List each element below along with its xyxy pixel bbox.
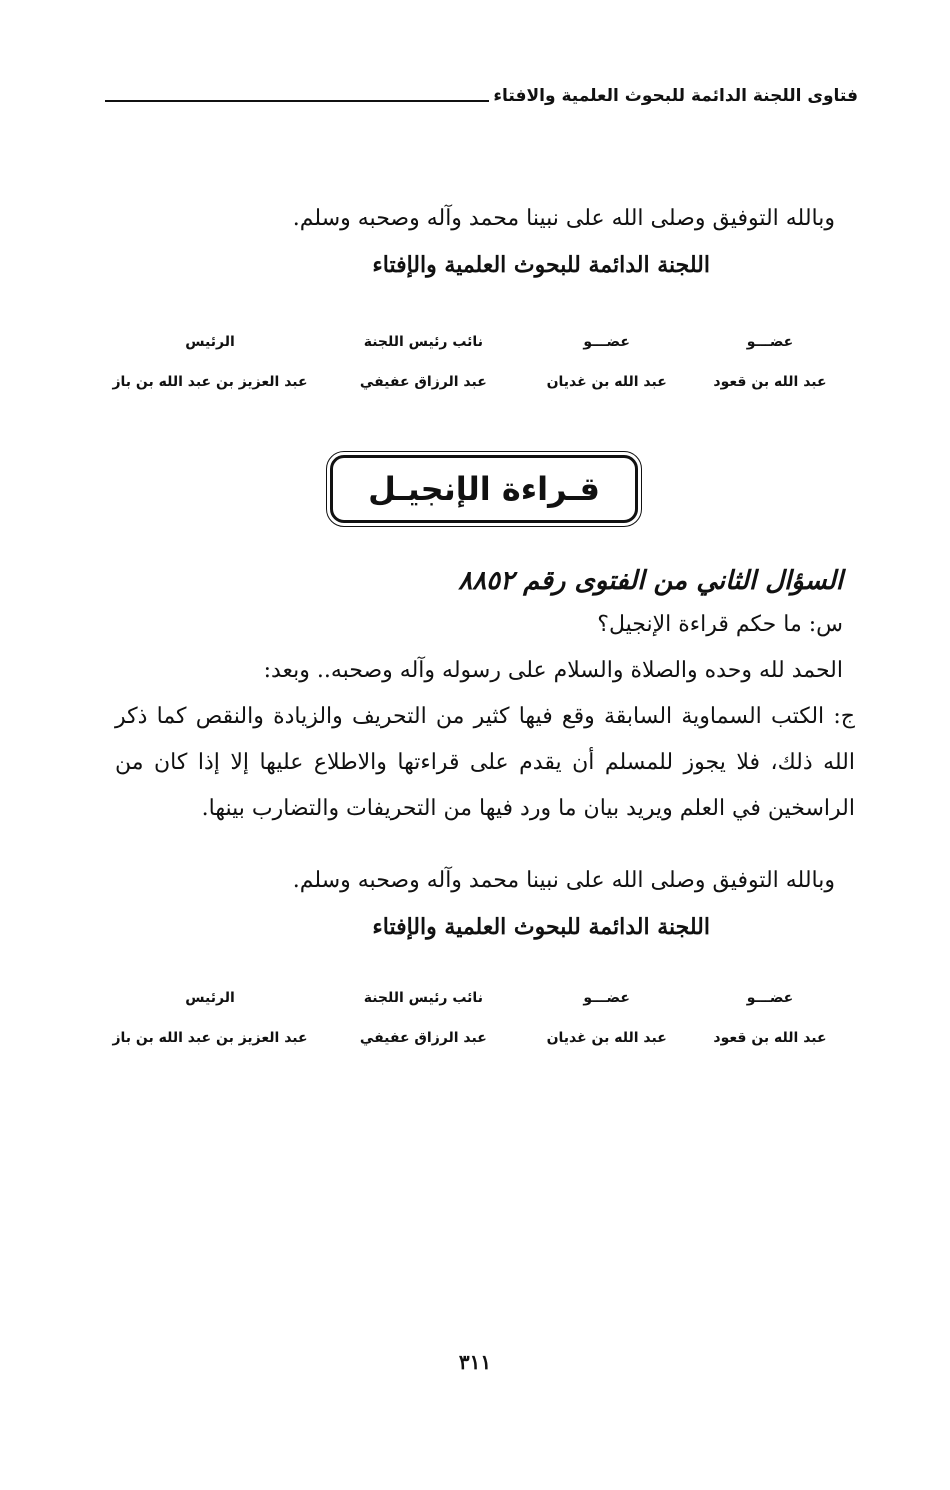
signature-name: عبد العزيز بن عبد الله بن باز xyxy=(112,1030,308,1046)
fatwa-heading: السؤال الثاني من الفتوى رقم ٨٨٥٢ xyxy=(458,566,843,596)
signature-role: الرئيس xyxy=(185,990,235,1006)
signature-name: عبد الله بن غديان xyxy=(546,374,667,390)
signature-role: عضـــو xyxy=(583,990,630,1006)
closing-bottom xyxy=(235,858,835,950)
closing-committee: اللجنة الدائمة للبحوث العلمية والإفتاء xyxy=(372,252,710,278)
signature-vice-chair xyxy=(343,334,503,390)
signature-member-2 xyxy=(537,990,677,1046)
header-rule xyxy=(105,100,489,102)
page-number: ٣١١ xyxy=(458,1350,492,1374)
signature-name: عبد العزيز بن عبد الله بن باز xyxy=(112,374,308,390)
signature-name: عبد الله بن غديان xyxy=(546,1030,667,1046)
signature-chair xyxy=(110,990,310,1046)
signature-block-top xyxy=(110,334,830,390)
signature-role: عضـــو xyxy=(583,334,630,350)
signature-vice-chair xyxy=(343,990,503,1046)
fatwa-praise: الحمد لله وحده والصلاة والسلام على رسوله وآله وصحبه.. وبعد: xyxy=(263,658,843,683)
closing-blessing: وبالله التوفيق وصلى الله على نبينا محمد وآله وصحبه وسلم. xyxy=(292,868,835,893)
fatwa-question: س: ما حكم قراءة الإنجيل؟ xyxy=(597,612,843,637)
section-title: قـراءة الإنجيـل xyxy=(368,470,600,508)
signature-member-1 xyxy=(710,334,830,390)
signature-role: نائب رئيس اللجنة xyxy=(363,334,483,350)
signature-role: نائب رئيس اللجنة xyxy=(363,990,483,1006)
signature-role: عضـــو xyxy=(746,334,794,350)
closing-blessing: وبالله التوفيق وصلى الله على نبينا محمد وآله وصحبه وسلم. xyxy=(292,206,835,231)
signature-role: عضـــو xyxy=(746,990,794,1006)
fatwa-answer: ج: الكتب السماوية السابقة وقع فيها كثير من التحريف والزيادة والنقص كما ذكر الله ذلك، فلا يجوز للمسلم أن يقدم على قراءتها والاطلاع عليها إلا إذا كان من الراسخين في العلم ويريد بيان ما ورد فيها من التحريفات والتضارب بينها. xyxy=(115,704,855,821)
running-header-title: فتاوى اللجنة الدائمة للبحوث العلمية والافتاء xyxy=(493,86,858,106)
closing-committee: اللجنة الدائمة للبحوث العلمية والإفتاء xyxy=(372,914,710,940)
section-title-box xyxy=(330,455,638,523)
fatwa-body xyxy=(115,560,855,832)
signature-member-1 xyxy=(710,990,830,1046)
closing-top xyxy=(235,196,835,288)
signature-block-bottom xyxy=(110,990,830,1046)
running-header xyxy=(105,86,858,106)
signature-name: عبد الله بن قعود xyxy=(713,1030,827,1046)
signature-name: عبد الرزاق عفيفي xyxy=(359,1030,487,1046)
signature-name: عبد الله بن قعود xyxy=(713,374,827,390)
signature-name: عبد الرزاق عفيفي xyxy=(359,374,487,390)
signature-chair xyxy=(110,334,310,390)
signature-member-2 xyxy=(537,334,677,390)
signature-role: الرئيس xyxy=(185,334,235,350)
